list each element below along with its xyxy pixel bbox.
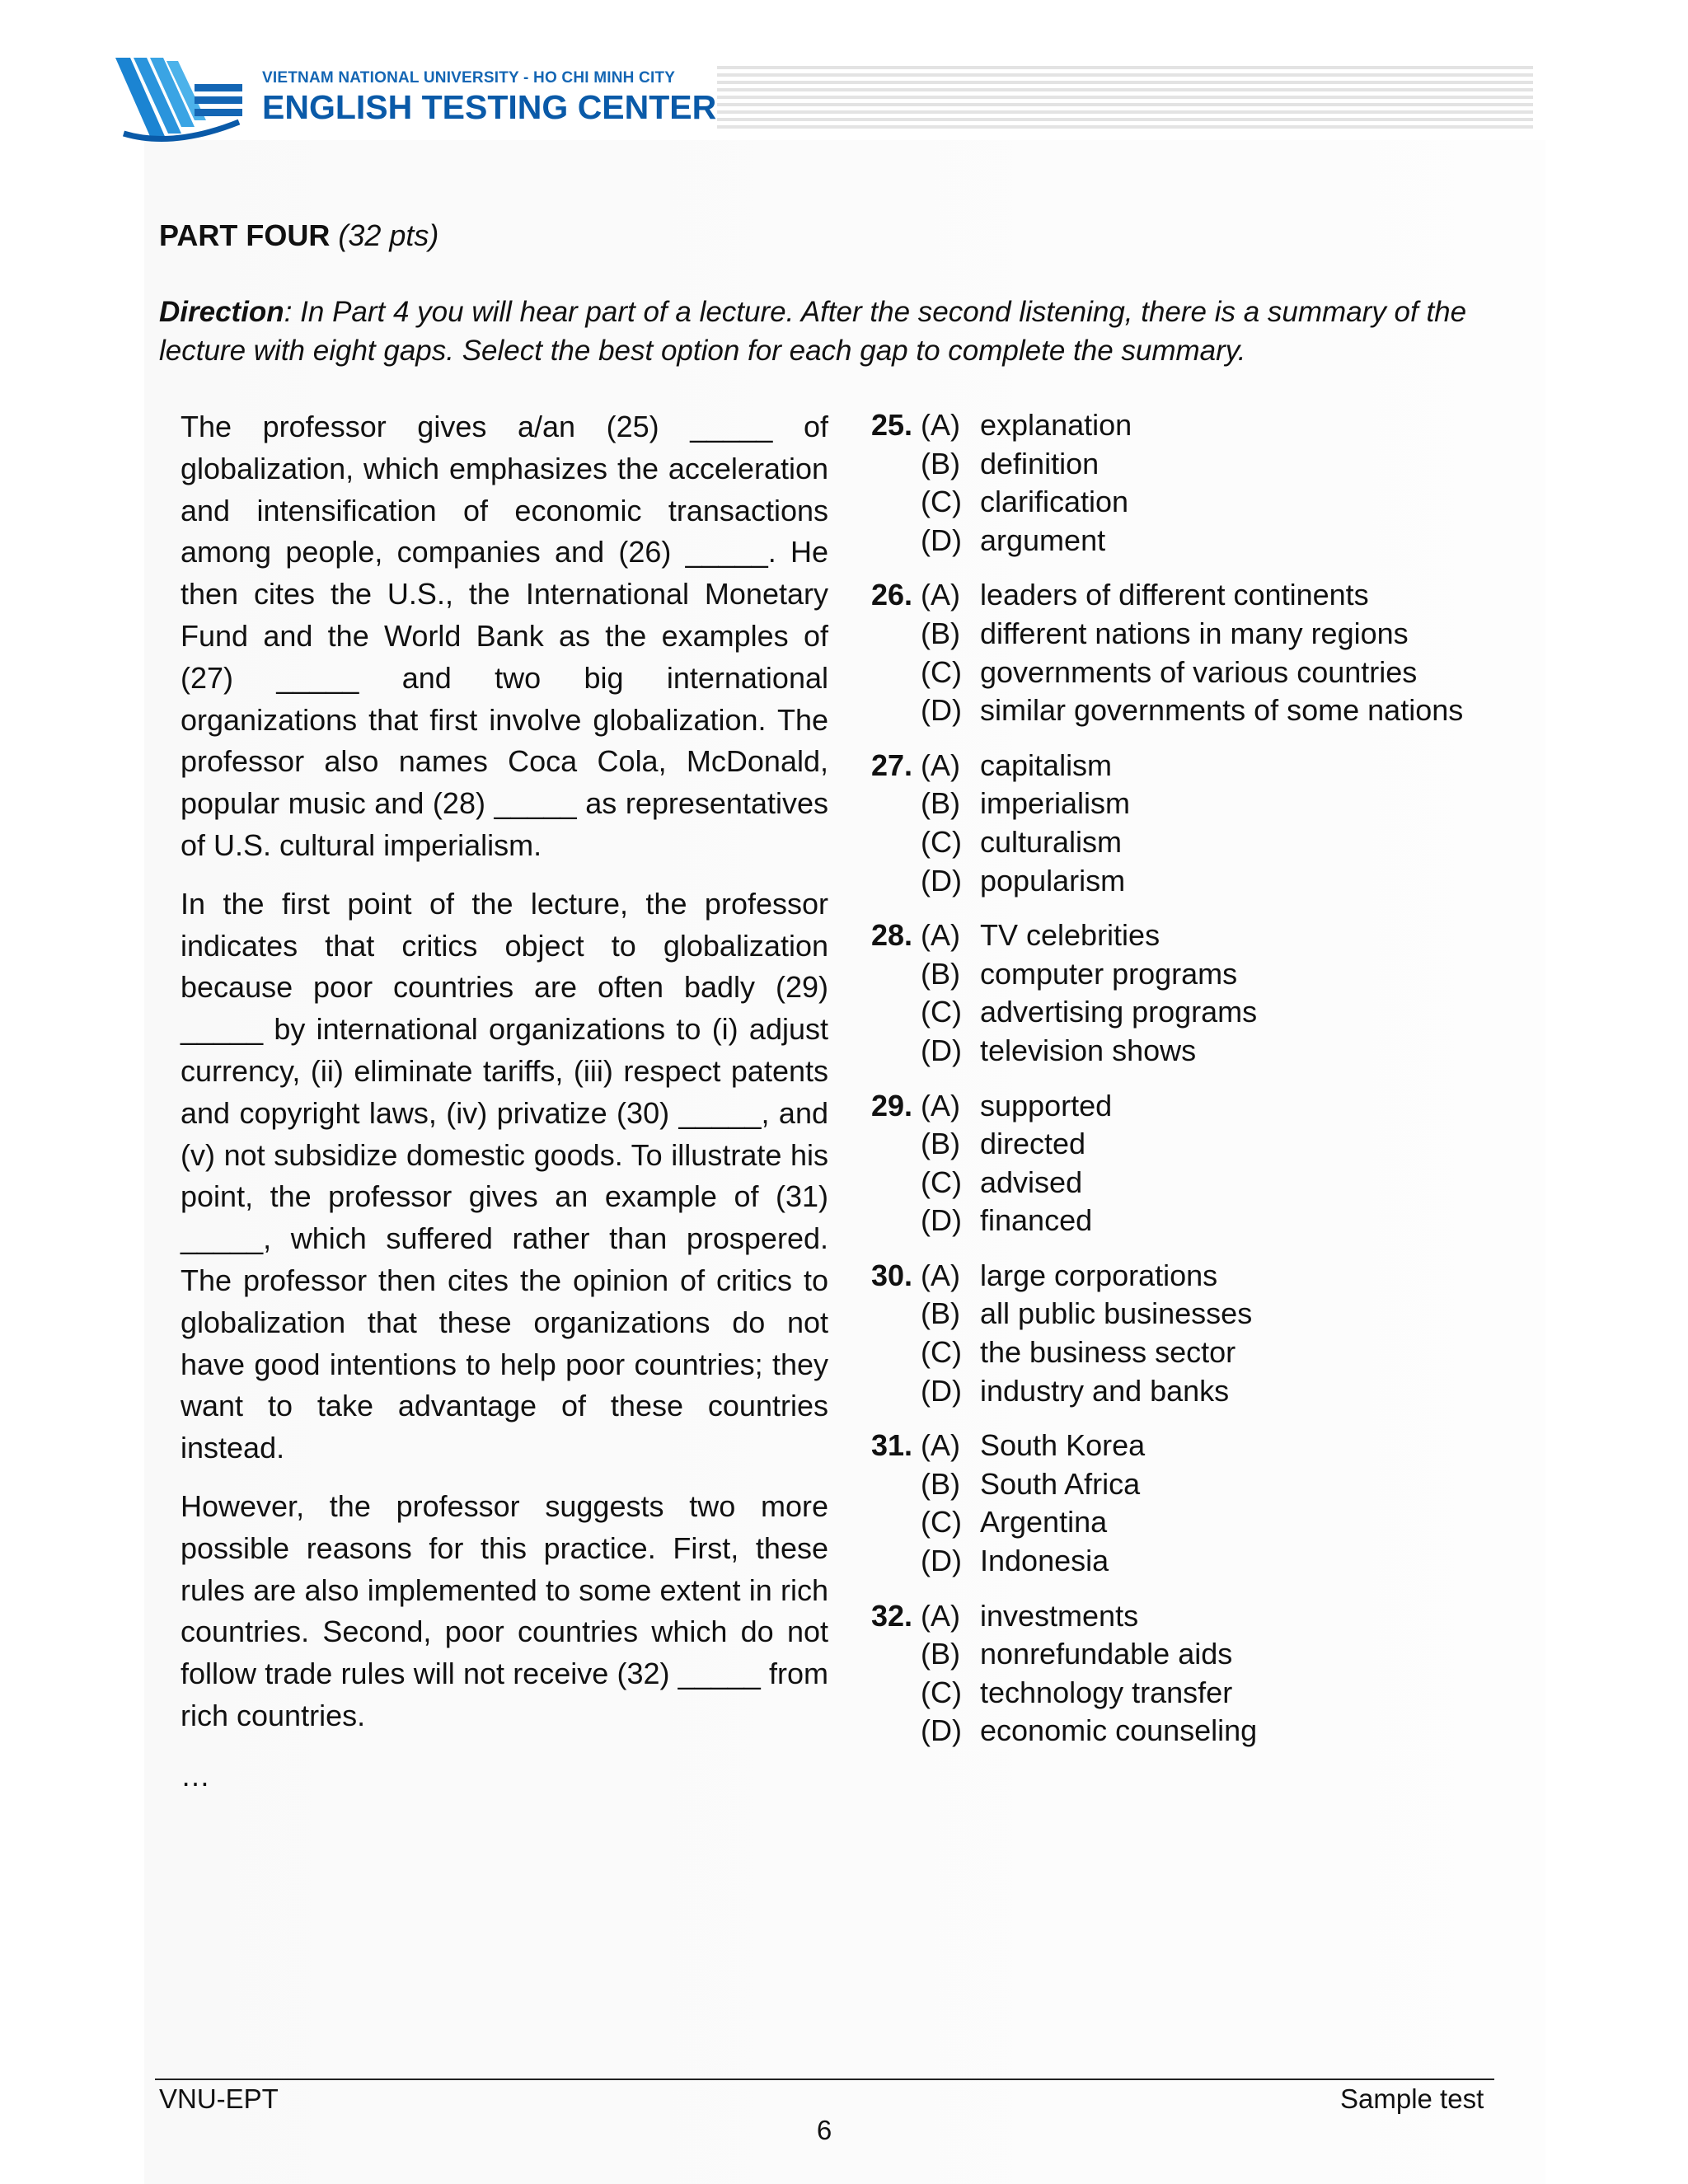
- option-text: financed: [980, 1203, 1093, 1238]
- option-letter: (C): [921, 824, 962, 859]
- question-number: [871, 1202, 921, 1240]
- question-number: [871, 691, 921, 730]
- option-text: supported: [980, 1088, 1113, 1122]
- answer-option[interactable]: [871, 1503, 1531, 1542]
- answer-option[interactable]: [871, 1427, 1531, 1465]
- question-number: [871, 445, 921, 484]
- question-number: [871, 1712, 921, 1750]
- question-31: [871, 1427, 1531, 1580]
- option-letter: (C): [921, 1335, 962, 1370]
- option-text: industry and banks: [980, 1373, 1230, 1408]
- question-number: 28.: [871, 918, 913, 953]
- summary-ellipsis: …: [181, 1759, 210, 1793]
- option-letter: (D): [921, 523, 962, 557]
- question-28: [871, 916, 1531, 1070]
- footer-right: Sample test: [1340, 2083, 1484, 2114]
- option-text: investments: [980, 1598, 1139, 1633]
- question-number: 31.: [871, 1428, 913, 1463]
- option-letter: (D): [921, 693, 962, 728]
- option-letter: (B): [921, 1466, 960, 1501]
- option-text: nonrefundable aids: [980, 1637, 1233, 1671]
- answer-option[interactable]: [871, 955, 1531, 994]
- option-letter: (A): [921, 408, 960, 442]
- direction: [159, 293, 1511, 370]
- option-text: leaders of different continents: [980, 578, 1369, 612]
- option-text: advertising programs: [980, 995, 1258, 1029]
- answer-option[interactable]: [871, 691, 1531, 730]
- option-letter: (A): [921, 1088, 960, 1122]
- answer-option[interactable]: [871, 916, 1531, 955]
- brand: [262, 69, 716, 125]
- option-letter: (D): [921, 1544, 962, 1578]
- question-number: [871, 1372, 921, 1411]
- question-number: [871, 654, 921, 692]
- option-letter: (C): [921, 1675, 962, 1709]
- option-text: similar governments of some nations: [980, 693, 1464, 728]
- option-letter: (B): [921, 1296, 960, 1331]
- question-number: [871, 522, 921, 560]
- option-text: TV celebrities: [980, 918, 1160, 953]
- option-text: technology transfer: [980, 1675, 1233, 1709]
- part-title: [159, 218, 438, 253]
- option-letter: (C): [921, 995, 962, 1029]
- option-text: popularism: [980, 863, 1126, 898]
- question-32: [871, 1597, 1531, 1750]
- question-number: [871, 823, 921, 862]
- answer-option[interactable]: [871, 1164, 1531, 1202]
- answer-option[interactable]: [871, 1032, 1531, 1071]
- answer-option[interactable]: [871, 1295, 1531, 1333]
- page-number: 6: [816, 2115, 832, 2145]
- option-text: directed: [980, 1127, 1086, 1161]
- question-number: [871, 1542, 921, 1581]
- answer-option[interactable]: [871, 785, 1531, 823]
- question-number: [871, 785, 921, 823]
- summary-paragraph: The professor gives a/an (25) _____ of globalization, which emphasizes the acceleration and intensification of economic transactions among people, companies and (26) _____. He then cites the U.S., the International Monetary Fund and the World Bank as the examples of (27) _____ and two big international organizations that first involve globalization. The professor also names Coca Cola, McDonald, popular music and (28) _____ as representatives of U.S. cultural imperialism.: [181, 410, 828, 862]
- option-text: television shows: [980, 1033, 1197, 1067]
- option-letter: (B): [921, 956, 960, 991]
- answer-option[interactable]: [871, 862, 1531, 901]
- option-text: South Africa: [980, 1466, 1141, 1501]
- university-name: VIETNAM NATIONAL UNIVERSITY - HO CHI MINH CITY: [262, 69, 676, 87]
- answer-option[interactable]: [871, 483, 1531, 522]
- logo-icon: [115, 51, 247, 143]
- option-letter: (A): [921, 1258, 960, 1292]
- answer-option[interactable]: [871, 1597, 1531, 1636]
- answer-option[interactable]: [871, 747, 1531, 785]
- option-text: argument: [980, 523, 1106, 557]
- option-letter: (B): [921, 786, 960, 821]
- summary-paragraph: In the first point of the lecture, the professor indicates that critics object to globalization because poor countries are often badly (29) _____ by international organizations to (i) adjust currency, (ii) eliminate tariffs, (iii) respect patents and copyright laws, (iv) privatize (30) _____, and (v) not subsidize domestic goods. To illustrate his point, the professor gives an example of (31) _____, which suffered rather than prospered. The professor then cites the opinion of critics to globalization that these organizations do not have good intentions to help poor countries; they want to take advantage of these countries instead.: [181, 886, 828, 1465]
- header-stripes: [717, 66, 1533, 129]
- question-number: [871, 1295, 921, 1333]
- answer-option[interactable]: [871, 1635, 1531, 1674]
- question-number: [871, 483, 921, 522]
- answer-option[interactable]: [871, 1257, 1531, 1296]
- answer-option[interactable]: [871, 1125, 1531, 1164]
- option-text: culturalism: [980, 824, 1123, 859]
- option-letter: (D): [921, 1373, 962, 1408]
- question-number: [871, 1503, 921, 1542]
- option-text: all public businesses: [980, 1296, 1253, 1331]
- option-text: definition: [980, 446, 1100, 480]
- answer-option[interactable]: [871, 1674, 1531, 1713]
- answer-option[interactable]: [871, 406, 1531, 445]
- question-number: [871, 993, 921, 1032]
- answer-option[interactable]: [871, 1333, 1531, 1372]
- option-text: economic counseling: [980, 1713, 1258, 1748]
- option-letter: (B): [921, 1127, 960, 1161]
- answer-option[interactable]: [871, 1202, 1531, 1240]
- answer-option[interactable]: [871, 576, 1531, 615]
- question-26: [871, 576, 1531, 729]
- answer-option[interactable]: [871, 1465, 1531, 1504]
- option-text: different nations in many regions: [980, 616, 1409, 650]
- question-30: [871, 1257, 1531, 1410]
- option-text: capitalism: [980, 748, 1113, 782]
- option-letter: (B): [921, 1637, 960, 1671]
- answer-option[interactable]: [871, 1372, 1531, 1411]
- option-text: computer programs: [980, 956, 1238, 991]
- question-29: [871, 1087, 1531, 1240]
- option-letter: (A): [921, 578, 960, 612]
- direction-text: : In Part 4 you will hear part of a lecture. After the second listening, there is a summary of the lecture with eight gaps. Select the best option for each gap to complete the summary.: [159, 296, 1467, 367]
- option-letter: (B): [921, 616, 960, 650]
- footer-divider: [155, 2079, 1494, 2080]
- option-text: Argentina: [980, 1505, 1108, 1540]
- question-number: [871, 1164, 921, 1202]
- answer-option[interactable]: [871, 522, 1531, 560]
- question-number: [871, 1635, 921, 1674]
- question-number: [871, 862, 921, 901]
- option-letter: (A): [921, 918, 960, 953]
- option-text: explanation: [980, 408, 1132, 442]
- center-name: ENGLISH TESTING CENTER: [262, 88, 717, 126]
- answer-option[interactable]: [871, 1712, 1531, 1750]
- option-text: the business sector: [980, 1335, 1236, 1370]
- question-25: [871, 406, 1531, 560]
- option-letter: (A): [921, 748, 960, 782]
- direction-label: Direction: [159, 296, 284, 328]
- lecture-summary: [181, 406, 828, 1754]
- answer-option[interactable]: [871, 993, 1531, 1032]
- question-number: 29.: [871, 1088, 913, 1122]
- option-letter: (A): [921, 1598, 960, 1633]
- question-number: [871, 1333, 921, 1372]
- footer-left: VNU-EPT: [159, 2083, 279, 2114]
- answer-option[interactable]: [871, 823, 1531, 862]
- answer-option[interactable]: [871, 654, 1531, 692]
- answer-option[interactable]: [871, 615, 1531, 654]
- header: [115, 51, 1533, 150]
- summary-paragraph: However, the professor suggests two more possible reasons for this practice. First, these rules are also implemented to some extent in rich countries. Second, poor countries which do not follow trade rules will not receive (32) _____ from rich countries.: [181, 1488, 828, 1732]
- question-number: [871, 1465, 921, 1504]
- option-text: imperialism: [980, 786, 1131, 821]
- answer-option[interactable]: [871, 1087, 1531, 1126]
- option-letter: (D): [921, 1033, 962, 1067]
- question-number: 26.: [871, 578, 913, 612]
- option-text: large corporations: [980, 1258, 1218, 1292]
- question-list: [871, 406, 1531, 1767]
- option-letter: (D): [921, 1713, 962, 1748]
- option-letter: (D): [921, 1203, 962, 1238]
- option-text: Indonesia: [980, 1544, 1109, 1578]
- option-text: clarification: [980, 485, 1129, 519]
- question-number: [871, 1125, 921, 1164]
- question-number: [871, 1674, 921, 1713]
- part-points: (32 pts): [338, 218, 439, 252]
- option-text: governments of various countries: [980, 654, 1418, 689]
- answer-option[interactable]: [871, 1542, 1531, 1581]
- option-letter: (C): [921, 1165, 962, 1199]
- question-number: 30.: [871, 1258, 913, 1292]
- question-number: [871, 955, 921, 994]
- question-number: 32.: [871, 1598, 913, 1633]
- question-number: 27.: [871, 748, 913, 782]
- option-letter: (C): [921, 485, 962, 519]
- answer-option[interactable]: [871, 445, 1531, 484]
- question-27: [871, 747, 1531, 900]
- option-letter: (D): [921, 863, 962, 898]
- question-number: [871, 615, 921, 654]
- option-letter: (C): [921, 1505, 962, 1540]
- option-text: advised: [980, 1165, 1083, 1199]
- option-letter: (A): [921, 1428, 960, 1463]
- question-number: 25.: [871, 408, 913, 442]
- part-name: PART FOUR: [159, 218, 331, 252]
- option-letter: (C): [921, 654, 962, 689]
- question-number: [871, 1032, 921, 1071]
- option-letter: (B): [921, 446, 960, 480]
- option-text: South Korea: [980, 1428, 1146, 1463]
